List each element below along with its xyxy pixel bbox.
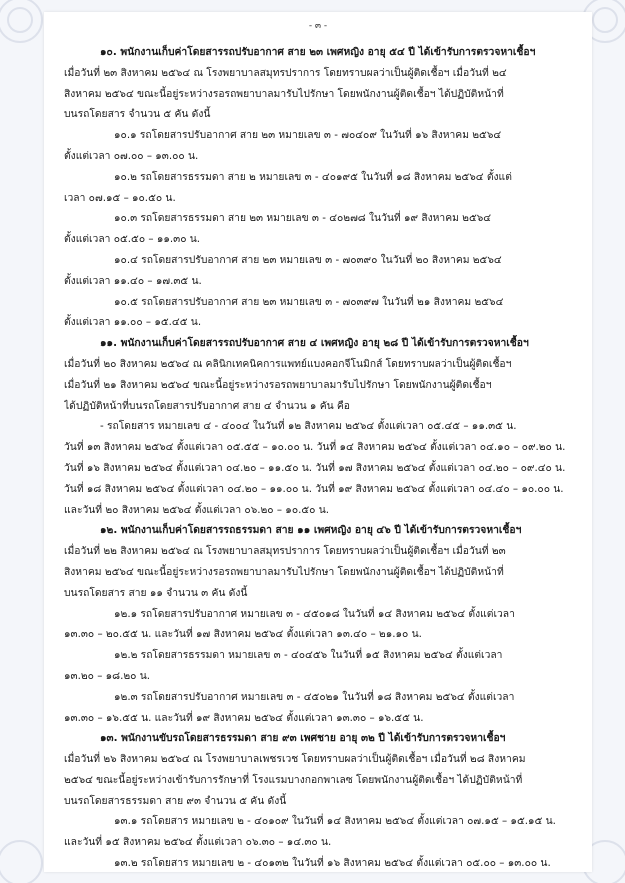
text-line: ตั้งแต่เวลา ๐๕.๕๐ – ๑๑.๓๐ น. xyxy=(64,233,201,246)
section-heading-line: ๑๒. พนักงานเก็บค่าโดยสารรถธรรมดา สาย ๑๑ เพศหญิง อายุ ๔๖ ปี ได้เข้ารับการตรวจหาเชื้อฯ xyxy=(100,524,522,537)
text-line: ๑๓.๒ รถโดยสาร หมายเลข ๒ - ๔๐๑๓๒ ในวันที่ ๑๖ สิงหาคม ๒๕๖๔ ตั้งแต่เวลา ๐๕.๐๐ – ๑๓.๐๐ น. xyxy=(114,857,551,870)
text-line: เมื่อวันที่ ๒๐ สิงหาคม ๒๕๖๔ ณ คลินิกเทคนิคการแพทย์แบงคอกจีโนมิกส์ โดยทราบผลว่าเป็นผู้ติดเชื้อฯ xyxy=(64,357,512,370)
text-line: ๑๐.๓ รถโดยสารธรรมดา สาย ๒๓ หมายเลข ๓ - ๔๐๒๗๘ ในวันที่ ๑๙ สิงหาคม ๒๕๖๔ xyxy=(114,212,492,225)
text-line: และวันที่ ๑๕ สิงหาคม ๒๕๖๔ ตั้งแต่เวลา ๐๖.๓๐ – ๑๔.๓๐ น. xyxy=(64,836,332,849)
text-line: ๑๐.๔ รถโดยสารปรับอากาศ สาย ๒๓ หมายเลข ๓ - ๗๐๓๙๐ ในวันที่ ๒๐ สิงหาคม ๒๕๖๔ xyxy=(114,253,502,266)
text-line: สิงหาคม ๒๕๖๔ ขณะนี้อยู่ระหว่างรอรถพยาบาลมารับไปรักษา โดยพนักงานผู้ติดเชื้อฯ ได้ปฏิบัติหน้าที่ xyxy=(64,87,504,100)
text-line: เวลา ๐๗.๑๕ – ๑๐.๕๐ น. xyxy=(64,191,176,204)
text-line: ๑๒.๒ รถโดยสารธรรมดา หมายเลข ๓ - ๔๐๔๕๖ ในวันที่ ๑๕ สิงหาคม ๒๕๖๔ ตั้งแต่เวลา xyxy=(114,649,503,662)
text-line: สิงหาคม ๒๕๖๔ ขณะนี้อยู่ระหว่างรอรถพยาบาลมารับไปรักษา โดยพนักงานผู้ติดเชื้อฯ ได้ปฏิบัติหน้าที่ xyxy=(64,565,504,578)
text-line: ๑๐.๑ รถโดยสารปรับอากาศ สาย ๒๓ หมายเลข ๓ - ๗๐๔๐๙ ในวันที่ ๑๖ สิงหาคม ๒๕๖๔ xyxy=(114,129,502,142)
section-heading-line: ๑๓. พนักงานขับรถโดยสารธรรมดา สาย ๙๓ เพศชาย อายุ ๓๒ ปี ได้เข้ารับการตรวจหาเชื้อฯ xyxy=(100,732,506,745)
text-line: ได้ปฏิบัติหน้าที่บนรถโดยสารปรับอากาศ สาย ๔ จำนวน ๑ คัน คือ xyxy=(64,399,350,412)
text-line: ๑๐.๒ รถโดยสารธรรมดา สาย ๒ หมายเลข ๓ - ๔๐๑๙๕ ในวันที่ ๑๘ สิงหาคม ๒๕๖๔ ตั้งแต่ xyxy=(114,170,512,183)
section-heading-line: ๑๐. พนักงานเก็บค่าโดยสารรถปรับอากาศ สาย ๒๓ เพศหญิง อายุ ๕๔ ปี ได้เข้ารับการตรวจหาเชื้อฯ xyxy=(100,46,536,58)
text-line: เมื่อวันที่ ๒๖ สิงหาคม ๒๕๖๔ ณ โรงพยาบาลเพชรเวช โดยทราบผลว่าเป็นผู้ติดเชื้อฯ เมื่อวันที่ ๒๘ สิงหาคม xyxy=(64,753,526,766)
text-line: ตั้งแต่เวลา ๐๗.๐๐ – ๑๓.๐๐ น. xyxy=(64,149,199,162)
text-line: ตั้งแต่เวลา ๑๑.๐๐ – ๑๕.๔๕ น. xyxy=(64,316,202,329)
text-line: วันที่ ๑๖ สิงหาคม ๒๕๖๔ ตั้งแต่เวลา ๐๔.๒๐ – ๑๑.๕๐ น. วันที่ ๑๗ สิงหาคม ๒๕๖๔ ตั้งแต่เวลา ๐๔.๒๐ – ๐๙.๔๐ น. xyxy=(64,461,566,474)
text-line: บนรถโดยสาร จำนวน ๕ คัน ดังนี้ xyxy=(64,108,211,121)
text-line: ๑๓.๓๐ – ๑๖.๕๕ น. และวันที่ ๑๙ สิงหาคม ๒๕๖๔ ตั้งแต่เวลา ๑๓.๓๐ – ๑๖.๕๕ น. xyxy=(64,711,424,724)
text-line: เมื่อวันที่ ๒๓ สิงหาคม ๒๕๖๔ ณ โรงพยาบาลสมุทรปราการ โดยทราบผลว่าเป็นผู้ติดเชื้อฯ เมื่อวันที่ ๒๔ xyxy=(64,66,507,79)
text-line: ๑๓.๓๐ – ๒๐.๕๕ น. และวันที่ ๑๗ สิงหาคม ๒๕๖๔ ตั้งแต่เวลา ๑๓.๔๐ – ๒๑.๑๐ น. xyxy=(64,628,422,641)
text-line: ตั้งแต่เวลา ๑๑.๔๐ – ๑๗.๓๕ น. xyxy=(64,274,202,287)
text-line: วันที่ ๑๘ สิงหาคม ๒๕๖๔ ตั้งแต่เวลา ๐๔.๒๐ – ๑๑.๐๐ น. วันที่ ๑๙ สิงหาคม ๒๕๖๔ ตั้งแต่เวลา ๐๔.๔๐ – ๑๐.๐๐ น. xyxy=(64,482,564,495)
text-line: ๑๐.๕ รถโดยสารปรับอากาศ สาย ๒๓ หมายเลข ๓ - ๗๐๓๙๗ ในวันที่ ๒๑ สิงหาคม ๒๕๖๔ xyxy=(114,295,504,308)
text-line: เมื่อวันที่ ๒๒ สิงหาคม ๒๕๖๔ ณ โรงพยาบาลสมุทรปราการ โดยทราบผลว่าเป็นผู้ติดเชื้อฯ เมื่อวันที่ ๒๓ xyxy=(64,545,506,558)
text-line: วันที่ ๑๓ สิงหาคม ๒๕๖๔ ตั้งแต่เวลา ๐๕.๕๕ – ๑๐.๐๐ น. วันที่ ๑๔ สิงหาคม ๒๕๖๔ ตั้งแต่เวลา ๐๔.๑๐ – ๐๙.๒๐ น. xyxy=(64,441,566,454)
text-line: เมื่อวันที่ ๒๑ สิงหาคม ๒๕๖๔ ขณะนี้อยู่ระหว่างรอรถพยาบาลมารับไปรักษา โดยพนักงานผู้ติดเชื้อฯ xyxy=(64,378,492,391)
text-line: ๒๕๖๔ ขณะนี้อยู่ระหว่างเข้ารับการรักษาที่ โรงแรมบางกอกพาเลซ โดยพนักงานผู้ติดเชื้อฯ ได้ปฏิบัติหน้าที่ xyxy=(64,773,523,786)
text-line: - รถโดยสาร หมายเลข ๔ - ๔๐๐๔ ในวันที่ ๑๒ สิงหาคม ๒๕๖๔ ตั้งแต่เวลา ๐๕.๔๕ – ๑๑.๓๕ น. xyxy=(100,420,517,433)
document-body xyxy=(64,42,572,874)
text-line: ๑๒.๓ รถโดยสารปรับอากาศ หมายเลข ๓ - ๔๕๐๒๑ ในวันที่ ๑๘ สิงหาคม ๒๕๖๔ ตั้งแต่เวลา xyxy=(114,690,515,703)
text-line: บนรถโดยสาร สาย ๑๑ จำนวน ๓ คัน ดังนี้ xyxy=(64,586,248,599)
section-heading-line: ๑๑. พนักงานเก็บค่าโดยสารรถปรับอากาศ สาย ๔ เพศหญิง อายุ ๒๘ ปี ได้เข้ารับการตรวจหาเชื้อฯ xyxy=(100,337,529,350)
text-line: และวันที่ ๒๐ สิงหาคม ๒๕๖๔ ตั้งแต่เวลา ๐๖.๒๐ – ๑๐.๕๐ น. xyxy=(64,503,330,516)
text-line: บนรถโดยสารธรรมดา สาย ๙๓ จำนวน ๕ คัน ดังนี้ xyxy=(64,794,287,807)
text-line: ๑๓.๒๐ – ๑๘.๒๐ น. xyxy=(64,669,151,682)
document-sheet xyxy=(44,12,592,872)
text-line: ๑๒.๑ รถโดยสารปรับอากาศ หมายเลข ๓ - ๔๕๐๑๘ ในวันที่ ๑๔ สิงหาคม ๒๕๖๔ ตั้งแต่เวลา xyxy=(114,607,515,620)
page-number: - ๓ - xyxy=(308,21,328,31)
text-line: ๑๓.๑ รถโดยสาร หมายเลข ๒ - ๔๐๑๐๙ ในวันที่ ๑๔ สิงหาคม ๒๕๖๔ ตั้งแต่เวลา ๐๗.๑๕ – ๑๕.๑๕ น. xyxy=(114,815,556,828)
